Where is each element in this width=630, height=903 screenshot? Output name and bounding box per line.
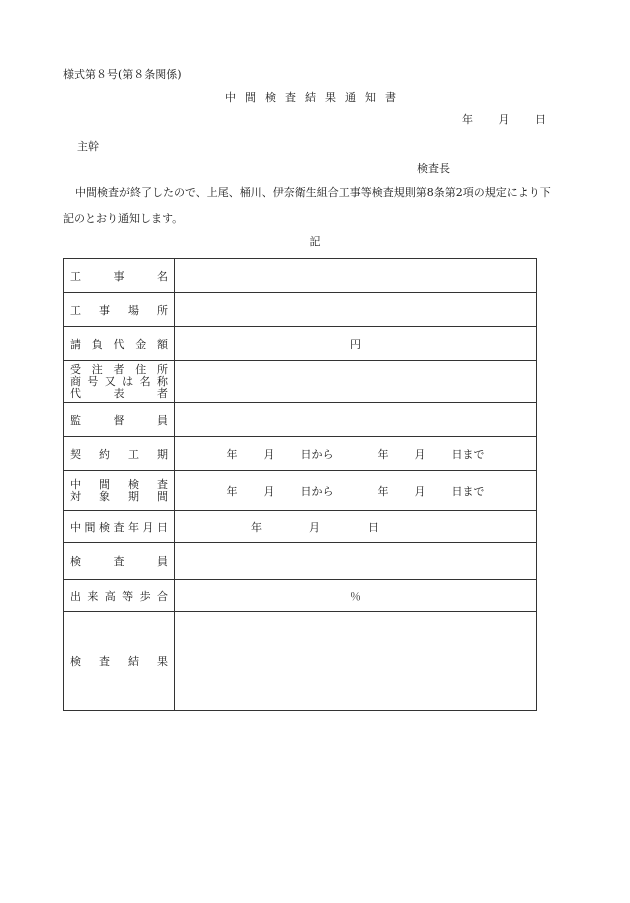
label-char: 歩 (139, 589, 151, 603)
label-char: 検 (70, 555, 81, 568)
label-char: 約 (99, 447, 110, 461)
label-char: 代 (70, 386, 81, 400)
label-construction-site (64, 293, 175, 327)
value-supervisor (175, 403, 537, 437)
date-day: 日 (535, 113, 546, 126)
value-construction-name (175, 259, 537, 293)
label-progress-ratio (64, 580, 175, 612)
label-char: 工 (70, 303, 81, 317)
label-char: 年 (128, 520, 139, 534)
label-char: 中 (70, 477, 81, 491)
recipient: 主幹 (77, 140, 99, 153)
row-inspection-result (64, 612, 537, 711)
period-end-month: 月 (414, 447, 426, 461)
body-paragraph: 中間検査が終了したので、上尾、桶川、伊奈衛生組合工事等検査規則第8条第2項の規定により下記のとおり通知します。 (63, 186, 551, 225)
date-month: 月 (498, 113, 510, 126)
label-contract-amount (64, 327, 175, 361)
spread-label (70, 519, 168, 535)
label-char: 間 (99, 477, 110, 491)
label-char: 事 (113, 269, 125, 283)
value-contract-amount: 円 (175, 327, 537, 361)
body-text (63, 180, 553, 232)
label-char: 合 (156, 589, 168, 603)
label-char: 間 (157, 489, 168, 503)
period-start-day: 日から (300, 447, 334, 461)
label-char: 高 (104, 589, 116, 603)
multiline-label (70, 364, 168, 400)
label-char: 表 (113, 386, 125, 400)
row-inspector (64, 543, 537, 580)
value-contract-period (175, 437, 537, 471)
value-inspection-result (175, 612, 537, 711)
label-char: 称 (156, 374, 168, 388)
label-char: 名 (139, 374, 151, 388)
label-char: 者 (157, 386, 168, 400)
label-char: 負 (91, 337, 103, 351)
row-contract-amount (64, 327, 537, 361)
label-char: 工 (70, 269, 81, 283)
label-char: 査 (99, 655, 110, 668)
label-line (70, 491, 168, 503)
label-supervisor (64, 403, 175, 437)
label-char: 受 (70, 362, 81, 376)
period-end-day: 日まで (451, 447, 485, 461)
spread-label (70, 268, 168, 284)
label-char: 日 (157, 520, 168, 534)
label-char: 期 (128, 489, 139, 503)
label-char: 場 (128, 303, 139, 317)
date-month-field: 月 (309, 520, 320, 534)
label-line (70, 479, 168, 491)
period-start-year: 年 (226, 447, 238, 461)
period-start-day: 日から (300, 484, 334, 498)
label-char: 所 (157, 362, 168, 376)
value-construction-site (175, 293, 537, 327)
value-contractor (175, 361, 537, 403)
label-char: 出 (70, 589, 81, 603)
label-char: 請 (70, 337, 81, 351)
label-char: 査 (157, 477, 168, 491)
spread-label (70, 336, 168, 352)
label-char: 代 (113, 337, 125, 351)
label-char: 果 (157, 655, 168, 668)
value-interim-date (175, 511, 537, 543)
label-char: 査 (113, 555, 125, 568)
spread-label (70, 302, 168, 318)
label-inspector (64, 543, 175, 580)
label-contractor (64, 361, 175, 403)
label-char: 員 (157, 413, 168, 427)
label-contract-period (64, 437, 175, 471)
label-char: 員 (157, 555, 168, 568)
label-line (70, 376, 168, 388)
label-char: 督 (113, 413, 125, 427)
multiline-label (70, 479, 168, 503)
period-fields (175, 483, 536, 499)
row-supervisor (64, 403, 537, 437)
period-end-month: 月 (414, 484, 426, 498)
spread-label (70, 553, 168, 569)
details-table (63, 258, 537, 711)
label-char: 金 (135, 337, 147, 351)
label-char: 検 (70, 655, 81, 668)
label-char: 検 (128, 477, 139, 491)
label-line (70, 364, 168, 376)
label-char: 月 (142, 520, 154, 534)
spread-label (70, 653, 168, 669)
label-char: 工 (128, 447, 139, 461)
row-contract-period (64, 437, 537, 471)
period-start-month: 月 (263, 447, 275, 461)
label-char: 結 (128, 655, 139, 668)
label-char: 又 (104, 374, 116, 388)
label-char: 所 (157, 303, 168, 317)
label-char: 査 (113, 520, 125, 534)
date-year: 年 (462, 113, 473, 126)
form-number: 様式第８号(第８条関係) (63, 68, 182, 81)
label-interim-date (64, 511, 175, 543)
label-char: 対 (70, 489, 81, 503)
value-inspector (175, 543, 537, 580)
spread-label (70, 412, 168, 428)
value-interim-period (175, 471, 537, 511)
label-char: 期 (157, 447, 168, 461)
label-char: 注 (91, 362, 103, 376)
label-char: 契 (70, 447, 81, 461)
date-year-field: 年 (251, 520, 262, 534)
label-char: は (122, 374, 134, 388)
row-construction-site (64, 293, 537, 327)
period-end-year: 年 (377, 484, 389, 498)
period-fields (175, 446, 536, 462)
label-char: 来 (87, 589, 99, 603)
label-char: 者 (113, 362, 125, 376)
period-end-day: 日まで (451, 484, 485, 498)
date-fields (175, 519, 536, 535)
label-char: 象 (99, 489, 110, 503)
document-title: 中間検査結果通知書 (225, 91, 405, 104)
label-line (70, 388, 168, 400)
period-end-year: 年 (377, 447, 389, 461)
row-construction-name (64, 259, 537, 293)
period-start-year: 年 (226, 484, 238, 498)
date-line (440, 111, 546, 127)
label-char: 監 (70, 413, 81, 427)
label-char: 間 (84, 520, 96, 534)
label-char: 等 (122, 589, 134, 603)
spread-label (70, 588, 168, 604)
ki-heading: 記 (309, 235, 321, 248)
label-char: 名 (157, 269, 168, 283)
label-char: 額 (157, 337, 168, 351)
label-char: 商 (70, 374, 81, 388)
label-inspection-result (64, 612, 175, 711)
row-contractor (64, 361, 537, 403)
label-construction-name (64, 259, 175, 293)
label-char: 住 (135, 362, 147, 376)
period-start-month: 月 (263, 484, 275, 498)
date-day-field: 日 (368, 520, 379, 534)
row-interim-date (64, 511, 537, 543)
spread-label (70, 446, 168, 462)
row-interim-period (64, 471, 537, 511)
label-interim-period (64, 471, 175, 511)
row-progress-ratio (64, 580, 537, 612)
label-char: 検 (99, 520, 110, 534)
value-progress-ratio: ％ (175, 580, 537, 612)
label-char: 事 (99, 303, 110, 317)
label-char: 号 (87, 374, 99, 388)
inspector-chief: 検査長 (417, 162, 450, 175)
label-char: 中 (70, 520, 81, 534)
